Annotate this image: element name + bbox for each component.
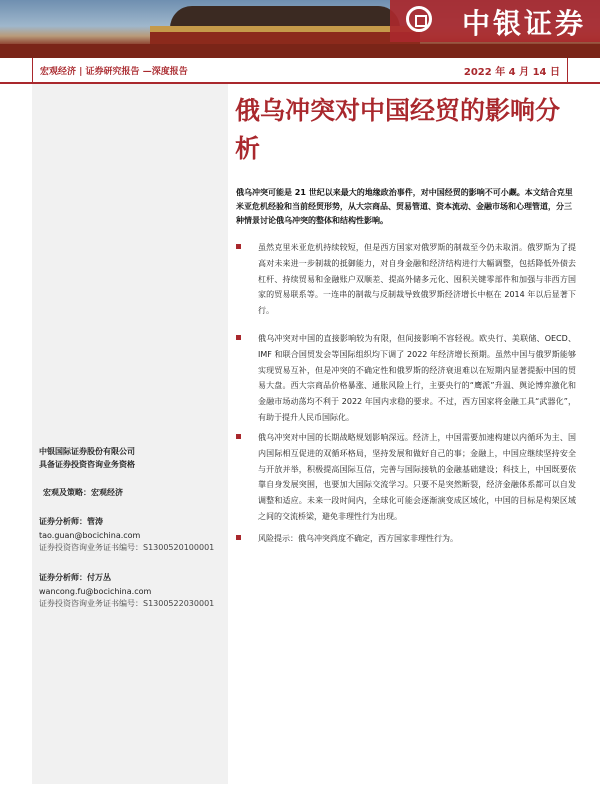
analyst-name: 证券分析师：管涛 <box>39 517 103 526</box>
analyst-email[interactable]: tao.guan@bocichina.com <box>39 531 141 540</box>
report-header-bar <box>0 58 600 84</box>
bullet-square-icon <box>236 535 241 540</box>
header-banner <box>0 0 600 58</box>
palace-wall <box>0 44 600 58</box>
report-summary: 俄乌冲突可能是 21 世纪以来最大的地缘政治事件，对中国经贸的影响不可小觑。本文结合克里米亚危机经验和当前经贸形势，从大宗商品、贸易管道、资本流动、金融市场和心理管道，分三种情景讨论俄乌冲突的整体和结构性影响。 <box>236 188 573 225</box>
analyst-name: 证券分析师：付万丛 <box>39 573 111 582</box>
palace-roof <box>170 6 400 28</box>
bullet-square-icon <box>236 335 241 340</box>
brand-name: 中银证券 <box>461 7 586 40</box>
divider <box>567 58 568 82</box>
company-name: 中银国际证券股份有限公司 <box>39 447 135 456</box>
bullet-text: 虽然克里米亚危机持续较短，但是西方国家对俄罗斯的制裁至今仍未取消。俄罗斯为了提高对未来进一步制裁的抵御能力，对自身金融和经济结构进行大幅调整，包括降低外债去杠杆、持续贸易和金融账户双顺差、提高外储多元化、囤积关键零部件和加强与非西方国家的贸易联系等。一连串的制裁与反制裁导致俄罗斯经济增长中枢在 2014 年以后显著下行。 <box>258 243 576 316</box>
boc-logo-icon <box>406 6 432 32</box>
analyst-cert: 证券投资咨询业务证书编号：S1300522030001 <box>39 599 215 608</box>
report-date: 2022 年 4 月 14 日 <box>463 67 560 78</box>
bullet-text: 俄乌冲突对中国的直接影响较为有限，但间接影响不容轻视。欧央行、美联储、OECD、IMF 和联合国贸发会等国际组织均下调了 2022 年经济增长预期。虽然中国与俄罗斯能够实现贸易互补，但是冲突的不确定性和俄罗斯的经济衰退难以在短期内显著提振中国的贸易大盘。西大宗商品价格暴涨、通胀风险上行，主要央行的“鹰派”升温、舆论博弈激化和金融市场动荡均不利于 2022 年国内求稳的要求。不过，西方国家将金融工具“武器化”，有助于提升人民币国际化。 <box>258 334 576 422</box>
bullet-text: 风险提示：俄乌冲突尚度不确定，西方国家非理性行为。 <box>258 534 458 543</box>
bullet-square-icon <box>236 434 241 439</box>
report-title: 俄乌冲突对中国经贸的影响分析 <box>235 96 561 163</box>
sector: 宏观及策略：宏观经济 <box>43 488 123 497</box>
divider <box>32 58 33 82</box>
bullet-square-icon <box>236 244 241 249</box>
analyst-email[interactable]: wancong.fu@bocichina.com <box>39 587 152 596</box>
bullet-text: 俄乌冲突对中国的长期战略规划影响深远。经济上，中国需要加速构建以内循环为主、国内国际相互促进的双循环格局，坚持发展和做好自己的事；金融上，中国应继续坚持安全与开放并举，积极提高国际互信，完善与国际接轨的金融基础建设；科技上，中国既要依靠自身发展突围，也要加大国际交流学习。只要不是突然断裂，经济金融体系都可以自发调整和适应。未来一段时间内，全球化可能会逐渐演变成区域化，中国的目标是构架区域之间的交流桥梁，避免非理性行为出现。 <box>258 433 576 521</box>
sidebar <box>32 84 228 784</box>
qualification: 具备证券投资咨询业务资格 <box>39 460 135 469</box>
analyst-cert: 证券投资咨询业务证书编号：S1300520100001 <box>39 543 215 552</box>
report-category: 宏观经济 | 证券研究报告 —深度报告 <box>40 67 188 77</box>
